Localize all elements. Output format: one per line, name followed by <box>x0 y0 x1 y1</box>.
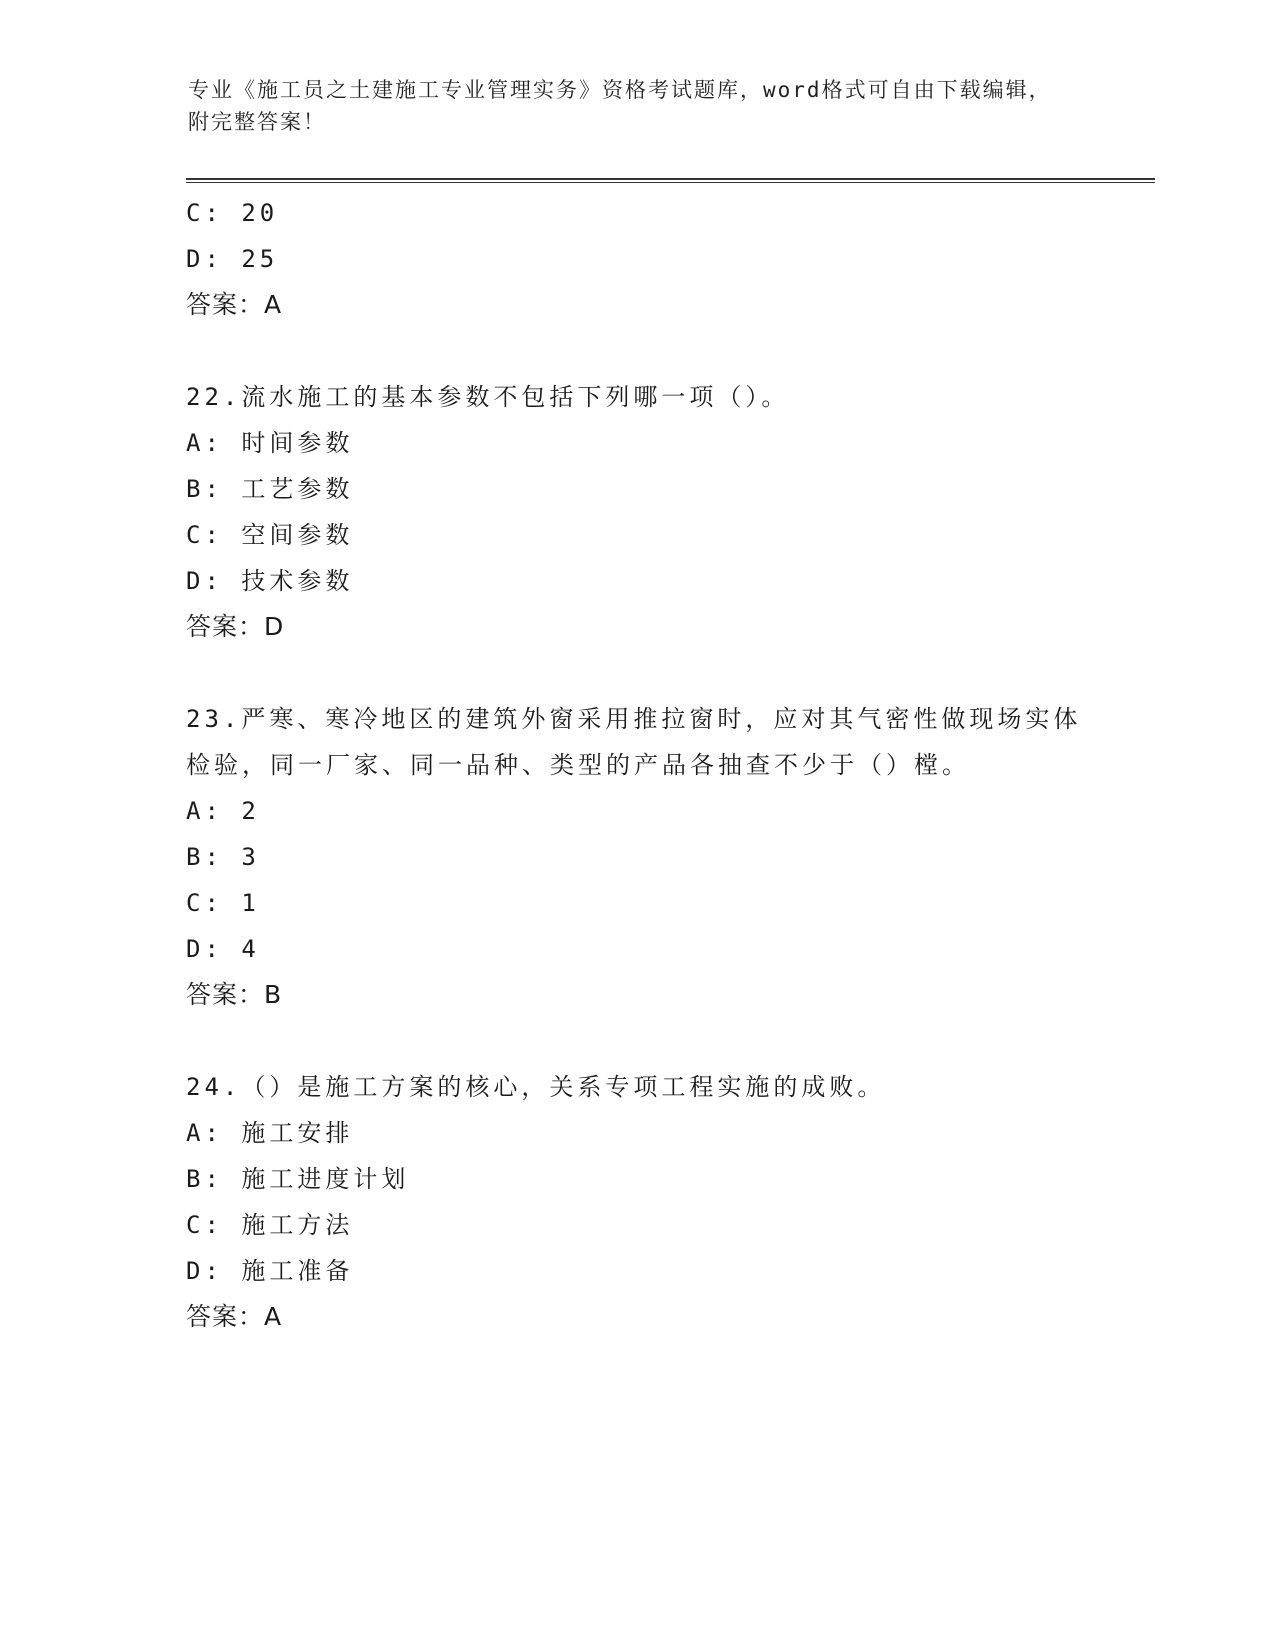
question-24 <box>186 1064 1086 1340</box>
option-c: C: 1 <box>186 889 260 917</box>
question-21-continuation <box>186 190 1086 328</box>
question-text: 23.严寒、寒冷地区的建筑外窗采用推拉窗时，应对其气密性做现场实体检验，同一厂家、同一品种、类型的产品各抽查不少于（）樘。 <box>186 705 1082 779</box>
option-b: B: 施工进度计划 <box>186 1165 410 1193</box>
document-body <box>186 190 1086 1340</box>
option-c: C: 20 <box>186 199 279 227</box>
option-a: A: 2 <box>186 797 260 825</box>
spacer <box>186 328 1086 374</box>
answer-line: 答案：D <box>186 612 285 641</box>
option-c: C: 空间参数 <box>186 521 354 549</box>
page-header: 专业《施工员之土建施工专业管理实务》资格考试题库，word格式可自由下载编辑，附完整答案！ <box>188 78 1052 134</box>
spacer <box>186 1018 1086 1064</box>
option-a: A: 施工安排 <box>186 1119 354 1147</box>
option-b: B: 工艺参数 <box>186 475 354 503</box>
option-c: C: 施工方法 <box>186 1211 354 1239</box>
answer-line: 答案：A <box>186 1302 283 1331</box>
option-b: B: 3 <box>186 843 260 871</box>
header-divider <box>186 178 1155 183</box>
question-23 <box>186 696 1086 1018</box>
option-d: D: 4 <box>186 935 260 963</box>
question-22 <box>186 374 1086 650</box>
option-d: D: 施工准备 <box>186 1257 354 1285</box>
option-d: D: 25 <box>186 245 279 273</box>
question-text: 24.（）是施工方案的核心，关系专项工程实施的成败。 <box>186 1073 886 1101</box>
option-a: A: 时间参数 <box>186 429 354 457</box>
answer-line: 答案：B <box>186 980 283 1009</box>
spacer <box>186 650 1086 696</box>
question-text: 22.流水施工的基本参数不包括下列哪一项（）。 <box>186 383 790 411</box>
option-d: D: 技术参数 <box>186 567 354 595</box>
answer-line: 答案：A <box>186 290 283 319</box>
